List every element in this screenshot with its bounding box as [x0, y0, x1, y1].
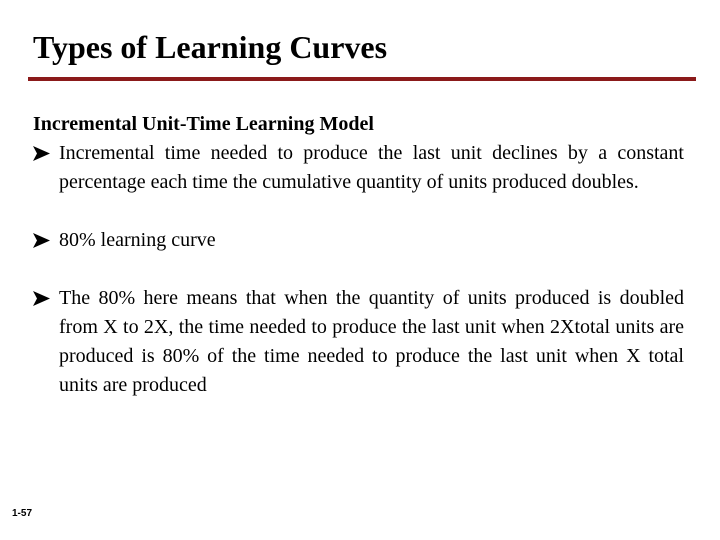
arrow-bullet-icon	[33, 284, 53, 313]
slide-title: Types of Learning Curves	[33, 29, 388, 65]
section-heading: Incremental Unit-Time Learning Model	[33, 113, 374, 135]
slide-content	[33, 110, 684, 400]
bullet-item	[33, 139, 684, 197]
bullet-item	[33, 284, 684, 400]
bullet-item	[33, 226, 684, 255]
arrow-bullet-icon	[33, 139, 53, 168]
arrow-bullet-icon	[33, 226, 53, 255]
bullet-text: The 80% here means that when the quantity of units produced is doubled from X to 2X, the time needed to produce the last unit when 2Xtotal units are produced is 80% of the time needed to produce the last unit when X total units are produced	[59, 287, 684, 396]
bullet-text: 80% learning curve	[59, 229, 216, 251]
bullet-text: Incremental time needed to produce the last unit declines by a constant percentage each time the cumulative quantity of units produced doubles.	[59, 142, 684, 193]
title-divider	[28, 77, 696, 81]
slide-number: 1-57	[12, 508, 33, 519]
